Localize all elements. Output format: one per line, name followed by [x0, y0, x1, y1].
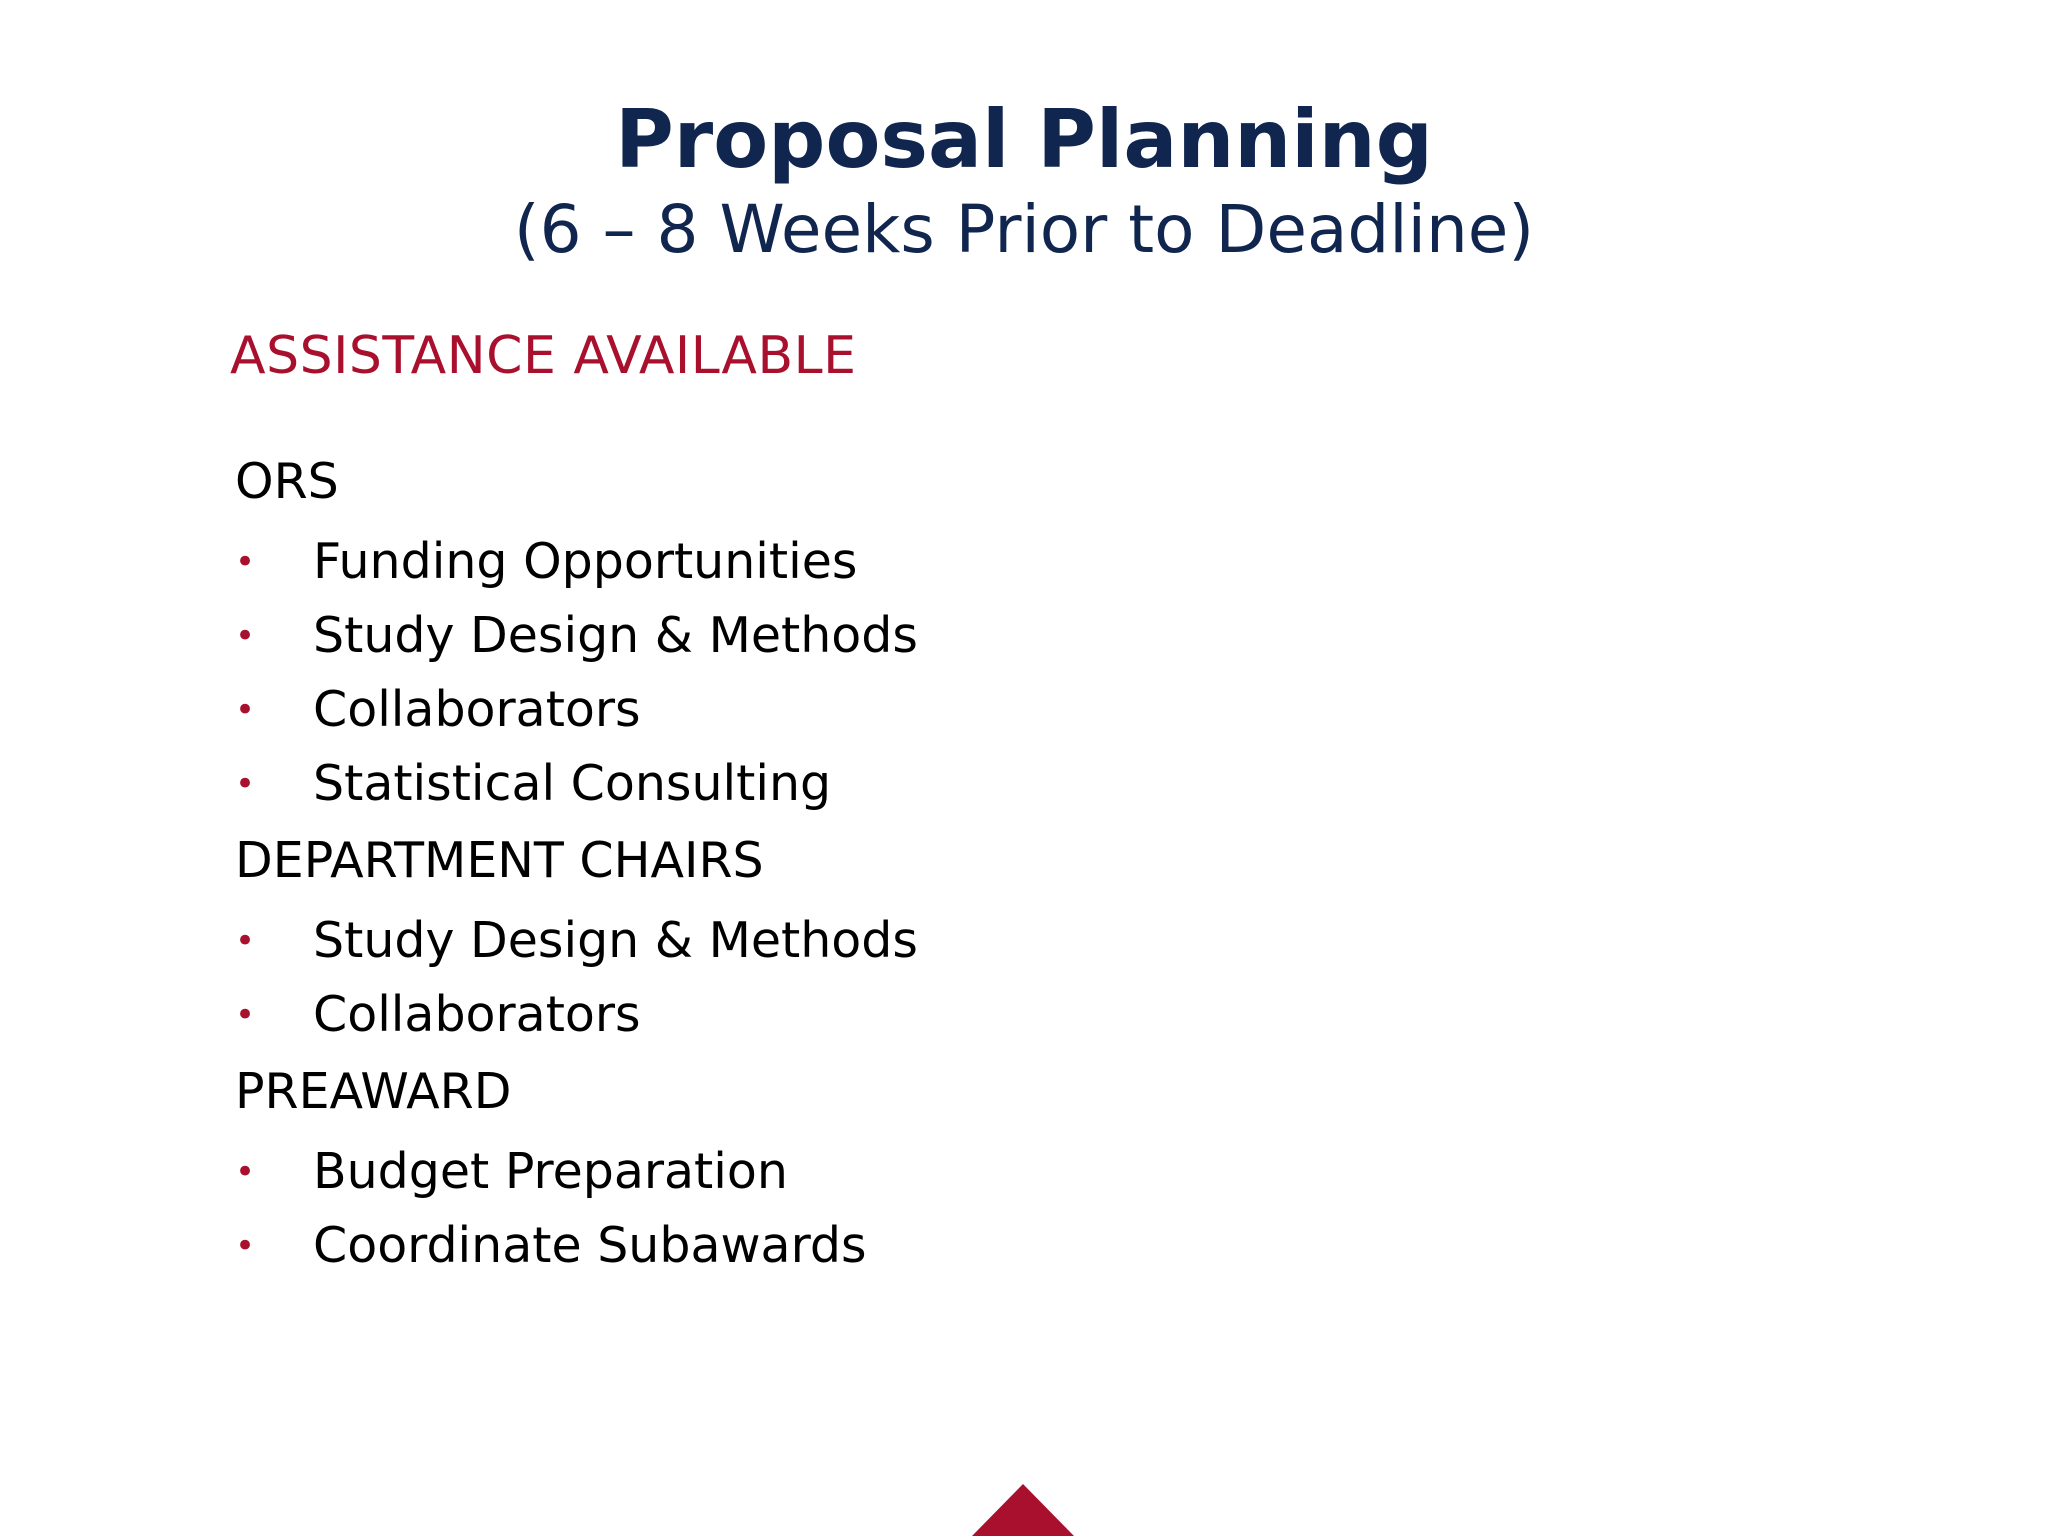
list-item [235, 1209, 918, 1283]
slide-subtitle: (6 – 8 Weeks Prior to Deadline) [513, 191, 1535, 268]
assistance-list [235, 452, 918, 1283]
section-label: ASSISTANCE AVAILABLE [230, 326, 857, 386]
bullet-icon: • [235, 690, 256, 730]
bullet-icon: • [235, 764, 256, 804]
group-items [235, 904, 918, 1052]
list-item-label: Study Design & Methods [313, 912, 918, 969]
group-ors [235, 452, 918, 821]
list-item-label: Funding Opportunities [313, 533, 858, 590]
bullet-icon: • [235, 616, 256, 656]
title-block [0, 92, 2048, 272]
bullet-icon: • [235, 1226, 256, 1266]
group-heading: DEPARTMENT CHAIRS [235, 832, 764, 889]
list-item-label: Statistical Consulting [313, 755, 832, 812]
group-heading: PREAWARD [235, 1063, 512, 1120]
bullet-icon: • [235, 921, 256, 961]
triangle-shape [972, 1484, 1074, 1536]
list-item [235, 599, 918, 673]
list-item [235, 978, 918, 1052]
footer-triangle-icon [972, 1484, 1074, 1536]
group-heading: ORS [235, 453, 339, 510]
bullet-icon: • [235, 1152, 256, 1192]
slide-title: Proposal Planning [615, 93, 1433, 186]
triangle-logo-icon [972, 1484, 1074, 1536]
group-department-chairs [235, 831, 918, 1052]
list-item [235, 747, 918, 821]
group-preaward [235, 1062, 918, 1283]
list-item [235, 525, 918, 599]
list-item-label: Collaborators [313, 681, 641, 738]
list-item [235, 1135, 918, 1209]
list-item-label: Study Design & Methods [313, 607, 918, 664]
bullet-icon: • [235, 995, 256, 1035]
list-item [235, 673, 918, 747]
group-items [235, 525, 918, 821]
bullet-icon: • [235, 542, 256, 582]
list-item [235, 904, 918, 978]
list-item-label: Collaborators [313, 986, 641, 1043]
list-item-label: Budget Preparation [313, 1143, 788, 1200]
group-items [235, 1135, 918, 1283]
list-item-label: Coordinate Subawards [313, 1217, 867, 1274]
